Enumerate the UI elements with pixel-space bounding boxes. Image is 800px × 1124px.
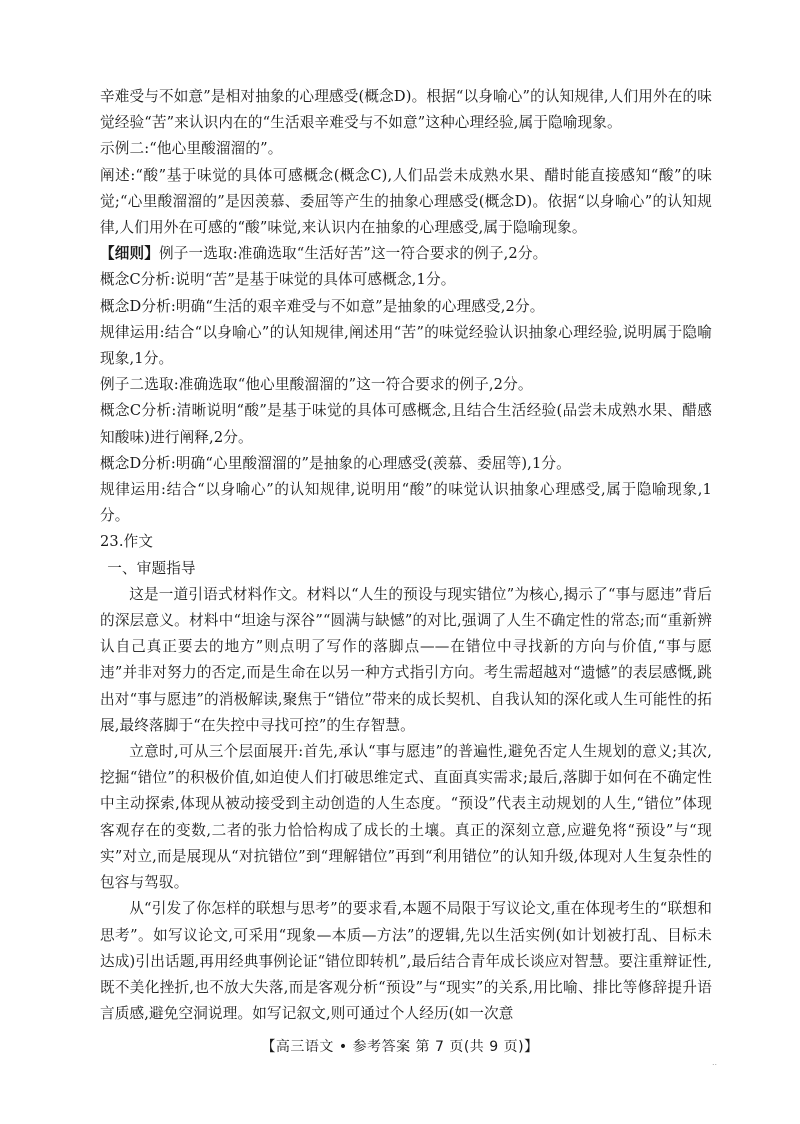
answer-content [100,84,712,1027]
rules-item: 概念C分析:说明“苦”是基于味觉的具体可感概念,1分。 [100,271,456,289]
section-1-title: 一、审题指导 [107,559,196,577]
rules-item: 概念D分析:明确“心里酸溜溜的”是抽象的心理感受(羡慕、委屈等),1分。 [100,454,571,472]
rules-line-1 [100,241,712,267]
question-23-title: 23.作文 [100,533,154,551]
rules-item: 规律运用:结合“以身喻心”的认知规律,说明用“酸”的味觉认识抽象心理感受,属于隐喻现象,1分。 [100,481,712,525]
rules-heading: 【细则】 [100,245,159,263]
answer-22-continuation: 辛难受与不如意”是相对抽象的心理感受(概念D)。根据“以身喻心”的认知规律,人们用外在的味觉经验“苦”来认识内在的“生活艰辛难受与不如意”这种心理经验,属于隐喻现象。 [100,88,712,132]
page-footer: 【高三语文 • 参考答案 第 7 页(共 9 页)】 [261,1039,539,1055]
scan-mark: .. [712,1058,718,1067]
example-2-title: 示例二:“他心里酸溜溜的”。 [100,140,283,158]
rules-item: 概念D分析:明确“生活的艰辛难受与不如意”是抽象的心理感受,2分。 [100,297,545,315]
rules-item: 规律运用:结合“以身喻心”的认知规律,阐述用“苦”的味觉经验认识抽象心理经验,说明属于隐喻现象,1分。 [100,323,712,368]
guidance-paragraph-2: 立意时,可从三个层面展开:首先,承认“事与愿违”的普遍性,避免否定人生规划的意义;其次,挖掘“错位”的积极价值,如迫使人们打破思维定式、直面真实需求;最后,落脚于如何在不确定性中主动探索,体现从被动接受到主动创造的人生态度。“预设”代表主动规划的人生,“错位”体现客观存在的变数,二者的张力恰恰构成了成长的土壤。真正的深刻立意,应避免将“预设”与“现实”对立,而是展现从“对抗错位”到“理解错位”再到“利用错位”的认知升级,体现对人生复杂性的包容与驾驭。 [100,743,712,892]
guidance-paragraph-1: 这是一道引语式材料作文。材料以“人生的预设与现实错位”为核心,揭示了“事与愿违”背后的深层意义。材料中“坦途与深谷”“圆满与缺憾”的对比,强调了人生不确定性的常态;而“重新辨认自己真正要去的地方”则点明了写作的落脚点——在错位中寻找新的方向与价值,“事与愿违”并非对努力的否定,而是生命在以另一种方式指引方向。考生需超越对“遗憾”的表层感慨,跳出对“事与愿违”的消极解读,聚焦于“错位”带来的成长契机、自我认知的深化或人生可能性的拓展,最终落脚于“在失控中寻找可控”的生存智慧。 [100,585,712,734]
guidance-paragraph-3: 从“引发了你怎样的联想与思考”的要求看,本题不局限于写议论文,重在体现考生的“联想和思考”。如写议论文,可采用“现象—本质—方法”的逻辑,先以生活实例(如计划被打乱、目标未达成)引出话题,再用经典事例论证“错位即转机”,最后结合青年成长谈应对智慧。要注重辩证性,既不美化挫折,也不放大失落,而是客观分析“预设”与“现实”的关系,用比喻、排比等修辞提升语言质感,避免空洞说理。如写记叙文,则可通过个人经历(如一次意 [100,900,712,1023]
rules-item: 例子二选取:准确选取“他心里酸溜溜的”这一符合要求的例子,2分。 [100,376,533,394]
example-2-explanation: 阐述:“酸”基于味觉的具体可感概念(概念C),人们品尝未成熟水果、醋时能直接感知“酸”的味觉;“心里酸溜溜的”是因羡慕、委屈等产生的抽象心理感受(概念D)。依据“以身喻心”的认知规律,人们用外在可感的“酸”味觉,来认识内在抽象的心理感受,属于隐喻现象。 [100,166,712,237]
rules-item: 例子一选取:准确选取“生活好苦”这一符合要求的例子,2分。 [158,245,548,263]
rules-item: 概念C分析:清晰说明“酸”是基于味觉的具体可感概念,且结合生活经验(品尝未成熟水果、醋感知酸味)进行阐释,2分。 [100,402,712,446]
